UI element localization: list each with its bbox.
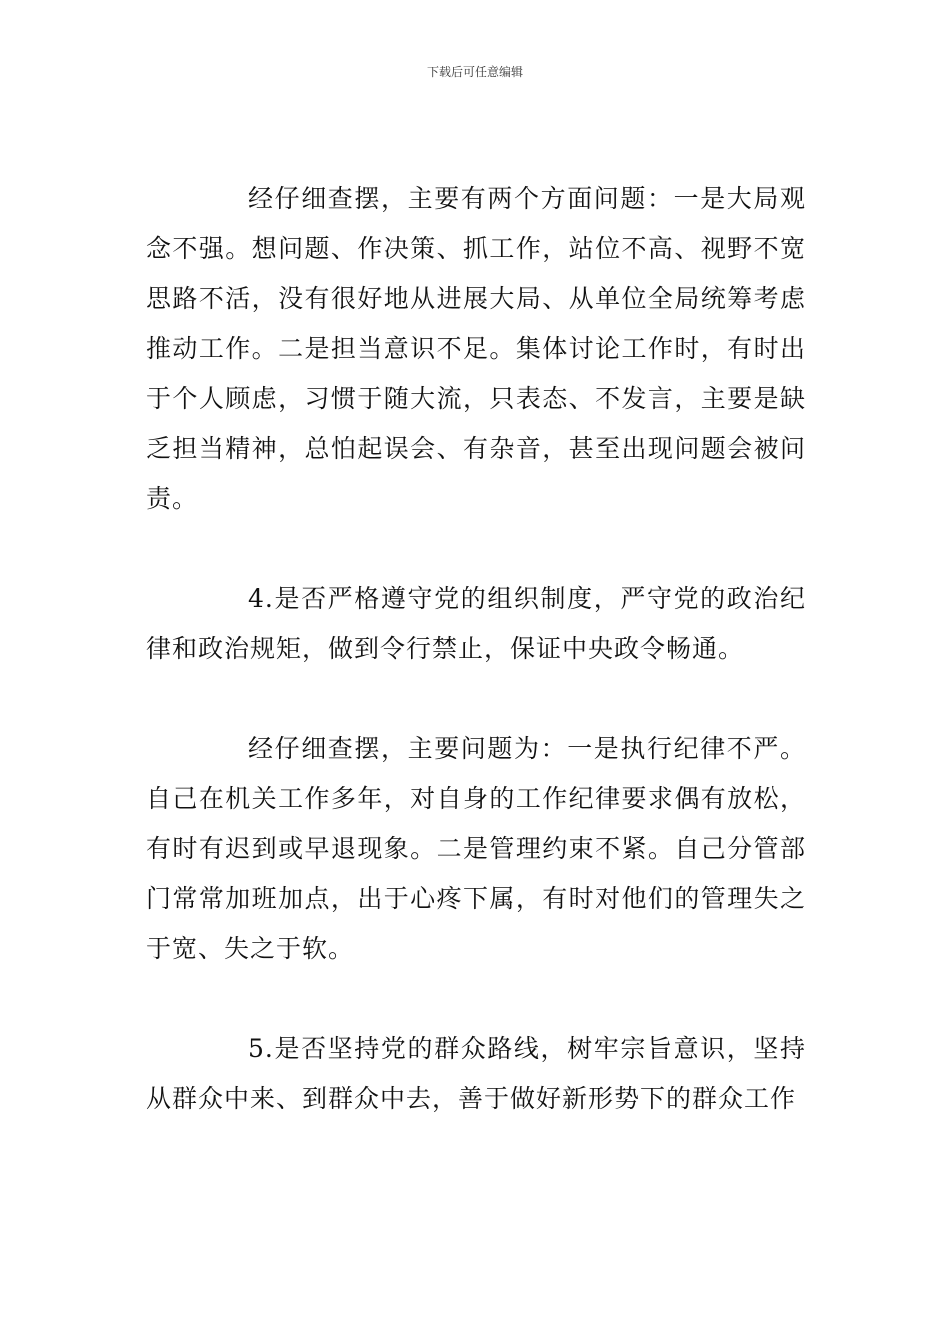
- paragraph-review-findings-2: 经仔细查摆，主要问题为：一是执行纪律不严。自己在机关工作多年，对自身的工作纪律要求偶有放松，有时有迟到或早退现象。二是管理约束不紧。自己分管部门常常加班加点，出于心疼下属，有时对他们的管理失之于宽、失之于软。: [146, 734, 806, 963]
- paragraph-review-findings-1: 经仔细查摆，主要有两个方面问题：一是大局观念不强。想问题、作决策、抓工作，站位不高、视野不宽思路不活，没有很好地从进展大局、从单位全局统筹考虑推动工作。二是担当意识不足。集体讨论工作时，有时出于个人顾虑，习惯于随大流，只表态、不发言，主要是缺乏担当精神，总怕起误会、有杂音，甚至出现问题会被问责。: [146, 184, 806, 513]
- paragraph-question-5: 5.是否坚持党的群众路线，树牢宗旨意识，坚持从群众中来、到群众中去，善于做好新形势下的群众工作: [146, 1034, 806, 1113]
- paragraph-question-4: 4.是否严格遵守党的组织制度，严守党的政治纪律和政治规矩，做到令行禁止，保证中央政令畅通。: [146, 584, 806, 663]
- page-header-note: 下载后可任意编辑: [426, 65, 523, 79]
